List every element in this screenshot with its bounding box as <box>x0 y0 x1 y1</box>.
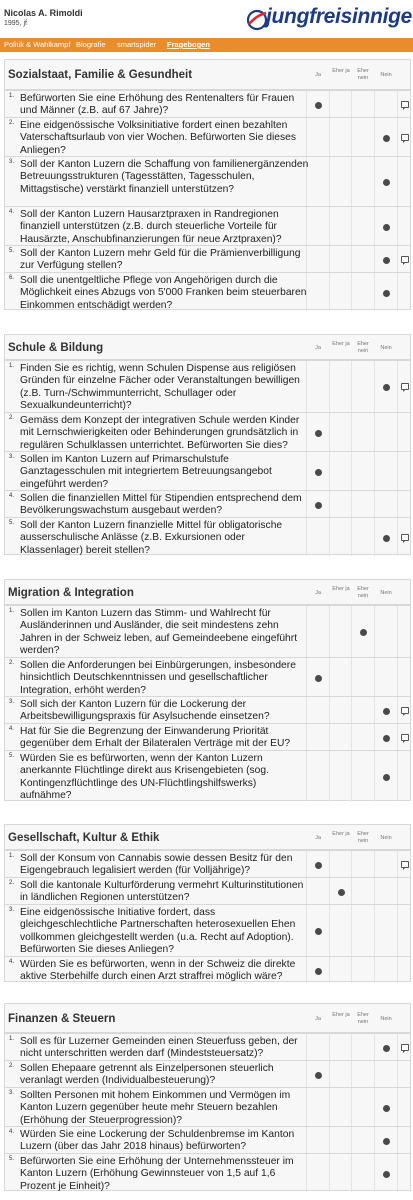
question-text: Soll der Kanton Luzern finanzielle Mittel für obligatorische ausserschulische Anlässe (z.B. Exkursionen oder Klassenlager) bereit stellen? <box>20 520 283 556</box>
question-text: Hat für Sie die Begrenzung der Einwanderung Priorität gegenüber dem Erhalt der Bilateralen Verträge mit der EU? <box>20 726 291 750</box>
question-row <box>5 272 410 311</box>
question-number: 1. <box>9 363 15 369</box>
column-divider <box>351 157 352 206</box>
column-divider <box>351 1034 352 1060</box>
question-row <box>5 245 410 272</box>
question-row <box>5 657 410 696</box>
answer-dot <box>383 384 390 391</box>
column-header: Eher nein <box>357 68 369 81</box>
column-divider <box>374 851 375 877</box>
column-divider <box>329 658 330 696</box>
candidate-meta: 1995, jf <box>4 20 27 27</box>
question-number: 1. <box>9 608 15 614</box>
column-header: Ja <box>315 589 321 596</box>
column-header: Eher nein <box>357 340 369 354</box>
column-divider <box>351 957 352 983</box>
answer-dot <box>383 1045 390 1052</box>
column-header: Nein <box>380 834 392 841</box>
column-divider <box>397 606 398 657</box>
question-number: 2. <box>9 1063 15 1069</box>
question-row <box>5 605 410 657</box>
answer-dot <box>315 928 322 935</box>
comment-icon[interactable] <box>401 534 409 541</box>
question-number: 4. <box>9 209 15 215</box>
question-section <box>4 59 411 310</box>
question-row <box>5 490 410 517</box>
answer-dot <box>383 257 390 264</box>
column-divider <box>397 658 398 696</box>
answer-dot <box>315 502 322 509</box>
question-text: Soll sich der Kanton Luzern für die Lockerung der Arbeitsbewilligungspraxis für Asylsuchende einsetzen? <box>20 699 270 723</box>
column-divider <box>397 878 398 904</box>
column-divider <box>397 157 398 206</box>
question-number: 4. <box>9 1129 15 1135</box>
column-divider <box>351 697 352 723</box>
column-divider <box>397 1088 398 1126</box>
answer-dot <box>383 735 390 742</box>
answer-dot <box>383 135 390 142</box>
question-number: 2. <box>9 415 15 421</box>
column-divider <box>329 491 330 517</box>
comment-icon[interactable] <box>401 101 409 108</box>
question-number: 5. <box>9 248 15 254</box>
column-divider <box>397 751 398 802</box>
column-divider <box>397 246 398 272</box>
comment-icon[interactable] <box>401 1044 409 1051</box>
section-header <box>5 580 410 605</box>
column-divider <box>329 413 330 451</box>
question-number: 1. <box>9 1036 15 1042</box>
question-row <box>5 412 410 451</box>
column-divider <box>351 724 352 750</box>
comment-icon[interactable] <box>401 734 409 741</box>
question-row <box>5 696 410 723</box>
question-row <box>5 1087 410 1126</box>
question-text: Soll der Kanton Luzern mehr Geld für die Prämienverbilligung zur Verfügung stellen? <box>20 248 301 272</box>
column-divider <box>374 91 375 117</box>
question-row <box>5 90 410 117</box>
column-divider <box>397 207 398 245</box>
question-row <box>5 1126 410 1153</box>
question-text: Sollten Personen mit hohem Einkommen und Vermögen im Kanton Luzern gegenüber heute mehr Steuern bezahlen (Erhöhung der Steuerprogression)? <box>20 1090 291 1126</box>
column-header: Eher nein <box>357 830 369 844</box>
answer-dot <box>383 535 390 542</box>
column-header: Nein <box>380 589 392 596</box>
column-divider <box>374 905 375 956</box>
answer-dot <box>315 862 322 869</box>
question-text: Befürworten Sie eine Erhöhung der Unternehmenssteuer im Kanton Luzern (Erhöhung Gewinnsteuer von 1,5 auf 1,6 Prozent je Einheit)? <box>20 1156 294 1192</box>
section-header <box>5 1004 410 1033</box>
column-divider <box>351 751 352 802</box>
column-divider <box>397 1154 398 1192</box>
column-header: Eher nein <box>357 585 369 599</box>
column-divider <box>329 851 330 877</box>
column-divider <box>329 751 330 802</box>
column-header: Nein <box>380 344 392 351</box>
column-divider <box>351 606 352 657</box>
column-divider <box>374 246 375 272</box>
answer-dot <box>315 430 322 437</box>
question-text: Sollen die finanziellen Mittel für Stipendien entsprechend dem Bevölkerungswachstum ausgebaut werden? <box>20 493 302 517</box>
candidate-name: Nicolas A. Rimoldi <box>4 8 83 18</box>
column-divider <box>329 1154 330 1192</box>
answer-dot <box>315 102 322 109</box>
question-row <box>5 750 410 802</box>
answer-dot <box>315 675 322 682</box>
column-divider <box>374 413 375 451</box>
column-divider <box>351 491 352 517</box>
column-header: Ja <box>315 344 321 351</box>
question-number: 4. <box>9 959 15 965</box>
column-divider <box>329 1061 330 1087</box>
nav-item-fragebogen[interactable]: Fragebogen <box>167 40 210 49</box>
column-divider <box>351 452 352 490</box>
answer-dot <box>315 1072 322 1079</box>
column-divider <box>397 724 398 750</box>
question-number: 3. <box>9 454 15 460</box>
column-divider <box>351 207 352 245</box>
answer-dot <box>383 774 390 781</box>
column-divider <box>374 606 375 657</box>
answer-dot <box>315 469 322 476</box>
question-number: 3. <box>9 1090 15 1096</box>
question-text: Soll der Kanton Luzern die Schaffung von familienergänzenden Betreuungsstrukturen (Tagesstätten, Tagesschulen, Mittagstische) verstärkt finanziell unterstützen? <box>20 159 309 195</box>
column-header: Eher ja <box>332 1011 350 1018</box>
column-divider <box>397 905 398 956</box>
column-divider <box>374 273 375 311</box>
section-header <box>5 335 410 360</box>
question-section <box>4 1003 411 1191</box>
column-divider <box>397 697 398 723</box>
answer-dot <box>383 1105 390 1112</box>
column-divider <box>374 751 375 802</box>
section-title: Schule & Bildung <box>8 341 104 354</box>
column-divider <box>329 724 330 750</box>
column-divider <box>397 452 398 490</box>
question-number: 4. <box>9 726 15 732</box>
column-header: Ja <box>315 72 321 78</box>
column-divider <box>351 518 352 556</box>
answer-dot <box>338 889 345 896</box>
column-divider <box>329 1034 330 1060</box>
column-divider <box>351 1154 352 1192</box>
answer-dot <box>383 224 390 231</box>
column-divider <box>329 697 330 723</box>
column-divider <box>329 957 330 983</box>
column-divider <box>374 452 375 490</box>
answer-dot <box>383 179 390 186</box>
logo-text: jungfreisinnige <box>266 5 413 28</box>
question-text: Soll der Konsum von Cannabis sowie dessen Besitz für den Eigengebrauch legalisiert werden (für Volljährige)? <box>20 853 293 877</box>
question-number: 2. <box>9 120 15 126</box>
column-header: Eher ja <box>332 830 350 837</box>
column-divider <box>374 118 375 156</box>
question-row <box>5 877 410 904</box>
comment-icon[interactable] <box>401 861 409 868</box>
question-text: Würden Sie es befürworten, wenn in der Schweiz die direkte aktive Sterbehilfe durch einen Arzt straffrei möglich wäre? <box>20 959 296 983</box>
column-divider <box>329 118 330 156</box>
question-text: Eine eidgenössische Initiative fordert, dass gleichgeschlechtliche Partnerschaften heterosexuellen Ehen vollkommen gleichgestellt werden (u.a. Recht auf Adoption). Befürworten Sie dieses Anliegen? <box>20 907 296 956</box>
section-title: Sozialstaat, Familie & Gesundheit <box>8 69 193 81</box>
question-section <box>4 334 411 555</box>
column-divider <box>397 1061 398 1087</box>
question-row <box>5 723 410 750</box>
answer-dot <box>315 968 322 975</box>
question-text: Soll die unentgeltliche Pflege von Angehörigen durch die Möglichkeit eines Abzugs von 5'000 Franken beim steuerbaren Einkommen entschädigt werden? <box>20 275 307 311</box>
question-text: Würden Sie es befürworten, wenn der Kanton Luzern anerkannte Flüchtlinge direkt aus Krisengebieten (sog. Kontingenzflüchtlinge des UN-Flüchtlingshilfswerks) aufnähme? <box>20 753 269 802</box>
question-number: 1. <box>9 853 15 859</box>
question-text: Würden Sie eine Lockerung der Schuldenbremse im Kanton Luzern (über das Jahr 2018 hinaus) befürworten? <box>20 1129 295 1153</box>
page-header <box>0 0 413 38</box>
main-nav <box>0 38 413 52</box>
column-header: Nein <box>380 72 392 78</box>
column-header: Eher ja <box>332 585 350 592</box>
question-number: 1. <box>9 93 15 99</box>
question-section <box>4 579 411 801</box>
question-text: Sollen im Kanton Luzern das Stimm- und Wahlrecht für Ausländerinnen und Ausländer, die seit mindestens zehn Jahren in der Schweiz leben, auf Gemeindeebene eingeführt werden? <box>20 608 298 657</box>
question-row <box>5 850 410 877</box>
column-divider <box>397 491 398 517</box>
column-divider <box>374 1127 375 1153</box>
column-divider <box>351 905 352 956</box>
column-divider <box>397 957 398 983</box>
column-header: Ja <box>315 834 321 841</box>
section-title: Migration & Integration <box>8 586 134 599</box>
question-text: Befürworten Sie eine Erhöhung des Rentenalters für Frauen und Männer (z.B. auf 67 Jahre)? <box>20 93 295 117</box>
column-divider <box>397 413 398 451</box>
column-divider <box>374 1088 375 1126</box>
column-divider <box>329 905 330 956</box>
question-row <box>5 360 410 412</box>
column-divider <box>397 91 398 117</box>
question-row <box>5 156 410 206</box>
column-divider <box>351 658 352 696</box>
column-divider <box>329 1088 330 1126</box>
column-divider <box>397 851 398 877</box>
column-header: Eher ja <box>332 340 350 347</box>
column-divider <box>351 91 352 117</box>
section-title: Gesellschaft, Kultur & Ethik <box>8 831 160 844</box>
question-text: Sollen Ehepaare getrennt als Einzelpersonen steuerlich veranlagt werden (Individualbesteuerung)? <box>20 1063 274 1087</box>
question-row <box>5 904 410 956</box>
column-divider <box>374 1061 375 1087</box>
jf-logo-icon <box>246 9 268 31</box>
column-header: Ja <box>315 1015 321 1022</box>
column-divider <box>374 361 375 412</box>
comment-icon[interactable] <box>401 134 409 141</box>
column-divider <box>374 957 375 983</box>
nav-item-smartspider[interactable]: smartspider <box>117 40 157 49</box>
column-header: Eher ja <box>332 68 350 74</box>
question-row <box>5 1153 410 1192</box>
column-header: Eher nein <box>357 1011 369 1025</box>
comment-icon[interactable] <box>401 256 409 263</box>
question-section <box>4 824 411 982</box>
column-divider <box>374 157 375 206</box>
column-divider <box>374 491 375 517</box>
answer-dot <box>383 1171 390 1178</box>
question-number: 3. <box>9 907 15 913</box>
question-row <box>5 1060 410 1087</box>
column-divider <box>351 361 352 412</box>
column-divider <box>374 1034 375 1060</box>
question-text: Eine eidgenössische Volksinitiative fordert einen bezahlten Vaterschaftsurlaub von vier Wochen. Befürworten Sie dieses Anliegen? <box>20 120 297 156</box>
column-divider <box>329 452 330 490</box>
comment-icon[interactable] <box>401 707 409 714</box>
column-divider <box>374 697 375 723</box>
question-row <box>5 517 410 556</box>
question-number: 5. <box>9 520 15 526</box>
column-divider <box>329 273 330 311</box>
column-divider <box>329 246 330 272</box>
column-divider <box>329 606 330 657</box>
column-divider <box>397 1034 398 1060</box>
question-text: Sollen die Anforderungen bei Einbürgerungen, insbesondere hinsichtlich Deutschkenntnissen und gesellschaftlicher Integration, erhöht werden? <box>20 660 296 696</box>
column-divider <box>397 273 398 311</box>
column-divider <box>351 413 352 451</box>
column-divider <box>329 518 330 556</box>
column-divider <box>374 1154 375 1192</box>
question-row <box>5 956 410 983</box>
column-divider <box>329 157 330 206</box>
column-divider <box>329 91 330 117</box>
question-number: 3. <box>9 159 15 165</box>
question-number: 2. <box>9 660 15 666</box>
column-divider <box>351 878 352 904</box>
column-divider <box>351 1088 352 1126</box>
column-divider <box>397 1127 398 1153</box>
column-divider <box>329 361 330 412</box>
question-number: 3. <box>9 699 15 705</box>
question-text: Soll die kantonale Kulturförderung vermehrt Kulturinstitutionen in ländlichen Regionen unterstützen? <box>20 880 304 904</box>
question-text: Soll der Kanton Luzern Hausarztpraxen in Randregionen finanziell unterstützen (z.B. durch steuerliche Vorteile für Hausärzte, Anschubfinanzierungen für neue Arztpraxen)? <box>20 209 282 245</box>
column-divider <box>351 118 352 156</box>
column-divider <box>397 118 398 156</box>
question-number: 5. <box>9 753 15 759</box>
jf-logo[interactable] <box>246 5 413 35</box>
question-number: 4. <box>9 493 15 499</box>
section-header <box>5 825 410 850</box>
nav-item-politik[interactable]: Politik & Wahlkampf <box>4 40 71 49</box>
column-divider <box>351 1061 352 1087</box>
column-divider <box>374 658 375 696</box>
column-divider <box>374 207 375 245</box>
section-title: Finanzen & Steuern <box>8 1012 116 1025</box>
column-divider <box>329 207 330 245</box>
column-header: Nein <box>380 1015 392 1022</box>
answer-dot <box>360 629 367 636</box>
question-row <box>5 117 410 156</box>
question-text: Sollen im Kanton Luzern auf Primarschulstufe Ganztagesschulen mit integriertem Betreuungsangebot eingeführt werden? <box>20 454 272 490</box>
answer-dot <box>383 290 390 297</box>
section-header <box>5 60 410 90</box>
question-number: 6. <box>9 275 15 281</box>
column-divider <box>397 361 398 412</box>
column-divider <box>397 518 398 556</box>
question-text: Finden Sie es richtig, wenn Schulen Dispense aus religiösen Gründen für einzelne Fächer oder Veranstaltungen bewilligen (z.B. Turn-/Schwimmunterricht, Schullager oder Sexualkundeunterricht)? <box>20 363 300 412</box>
question-text: Soll es für Luzerner Gemeinden einen Steuerfuss geben, der nicht unterschritten werden darf (Mindeststeuersatz)? <box>20 1036 298 1060</box>
question-number: 2. <box>9 880 15 886</box>
column-divider <box>329 878 330 904</box>
answer-dot <box>383 708 390 715</box>
question-row <box>5 1033 410 1060</box>
column-divider <box>374 724 375 750</box>
question-text: Gemäss dem Konzept der integrativen Schule werden Kinder mit Lernschwierigkeiten oder Behinderungen grundsätzlich in regulären Schulklassen unterrichtet. Befürworten Sie dies? <box>20 415 300 451</box>
comment-icon[interactable] <box>401 383 409 390</box>
column-divider <box>351 273 352 311</box>
question-row <box>5 451 410 490</box>
column-divider <box>351 851 352 877</box>
column-divider <box>329 1127 330 1153</box>
column-divider <box>351 246 352 272</box>
nav-item-biografie[interactable]: Biografie <box>76 40 106 49</box>
answer-dot <box>383 1138 390 1145</box>
column-divider <box>351 1127 352 1153</box>
column-divider <box>374 878 375 904</box>
question-number: 5. <box>9 1156 15 1162</box>
question-row <box>5 206 410 245</box>
column-divider <box>374 518 375 556</box>
